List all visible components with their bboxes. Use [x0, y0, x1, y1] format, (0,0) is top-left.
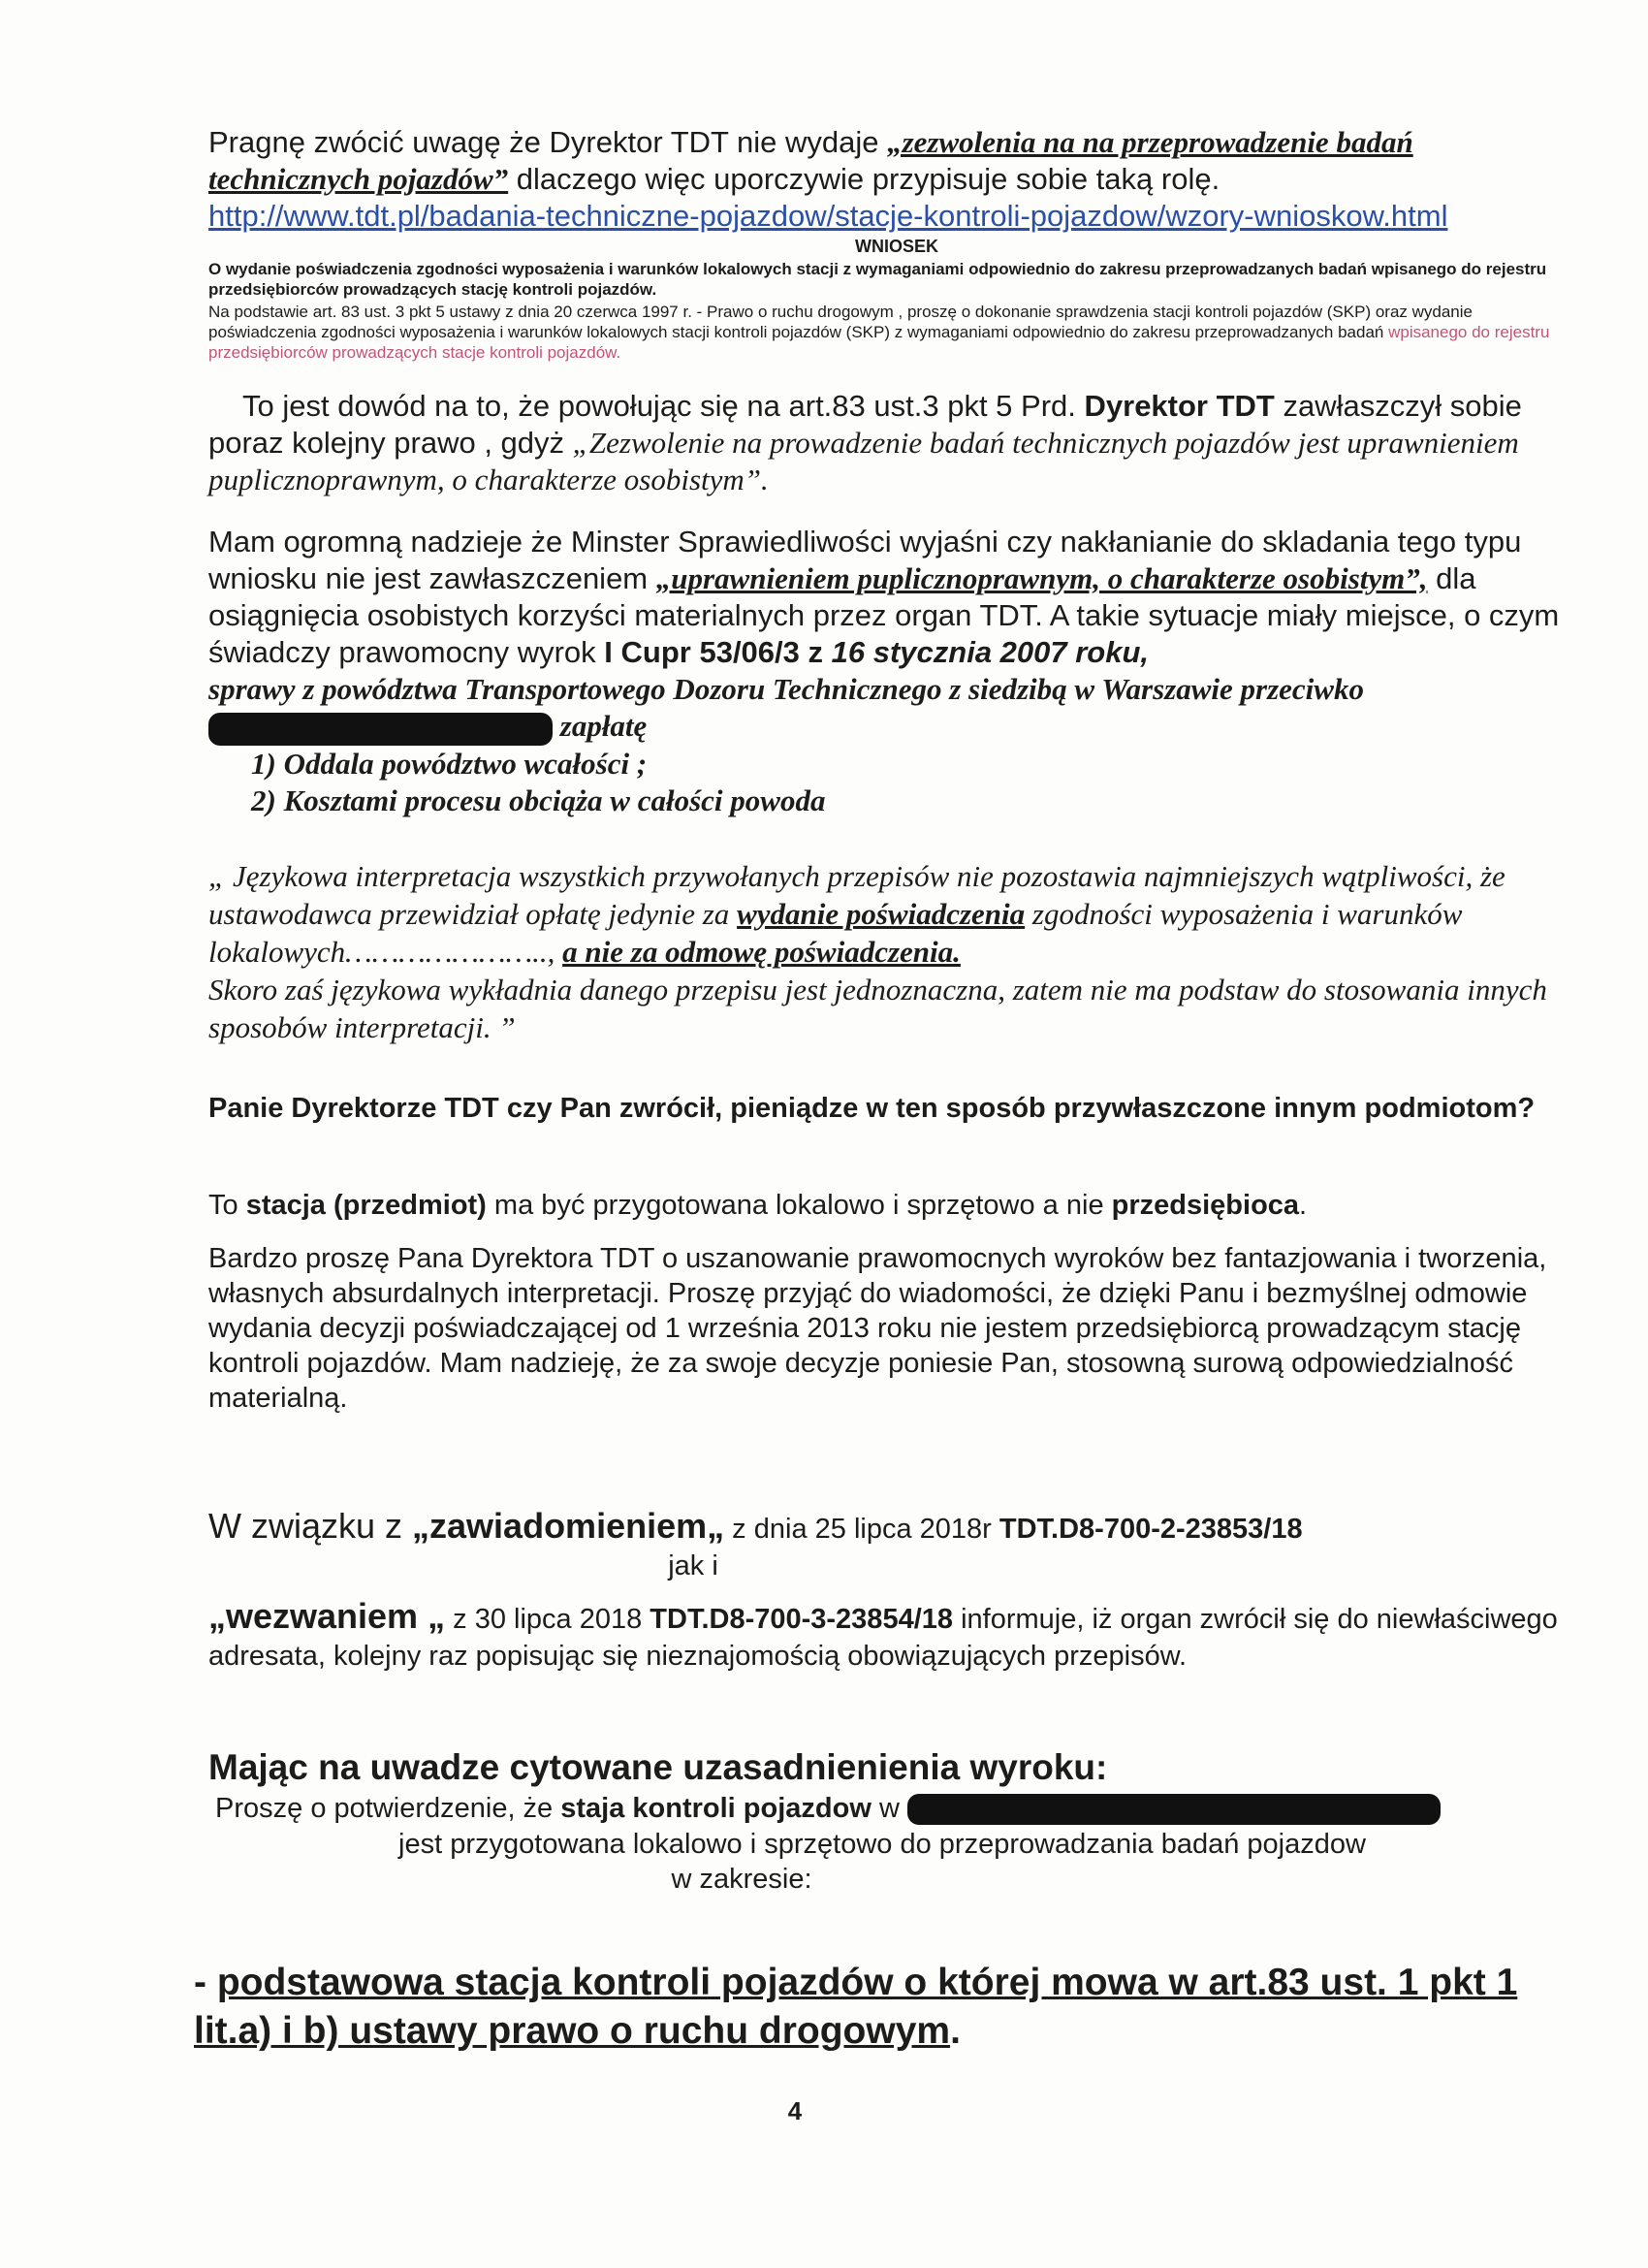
- lawsuit-payment: zapłatę: [553, 709, 648, 743]
- wniosek-quote-block: [208, 237, 1585, 363]
- confirmation-text2: w: [871, 1793, 900, 1824]
- lawsuit-line: sprawy z powództwa Transportowego Dozoru Technicznego z siedzibą w Warszawie przeciwko: [208, 672, 1364, 706]
- notice-text: W związku z: [208, 1506, 413, 1546]
- minister-quote: „uprawnieniem puplicznoprawnym, o charakterze osobistym”,: [655, 561, 1428, 595]
- lawsuit-line2: [208, 708, 1575, 746]
- notice-wezwanie: „wezwaniem „: [208, 1596, 446, 1636]
- notice-ref1: TDT.D8-700-2-23853/18: [998, 1514, 1303, 1545]
- question-paragraph: Panie Dyrektorze TDT czy Pan zwrócił, pieniądze w ten sposób przywłaszczone innym podmiotom?: [208, 1093, 1536, 1124]
- station-bold2: przedsiębioca: [1111, 1190, 1300, 1221]
- scope-dash: -: [194, 1962, 217, 2003]
- tdt-url-link[interactable]: http://www.tdt.pl/badania-techniczne-pojazdow/stacje-kontroli-pojazdow/wzory-wnioskow.html: [208, 199, 1448, 233]
- verdict-number: I Cupr 53/06/3 z: [604, 635, 832, 669]
- court-quote-text: „ Językowa interpretacja wszystkich przywołanych przepisów nie pozostawia najmniejszych wątpliwości, że ustawodawca przewidział opłatę jedynie za: [208, 859, 1505, 931]
- redacted-address: [907, 1794, 1441, 1825]
- verdict-item-2: 2) Kosztami procesu obciąża w całości powoda: [251, 783, 826, 817]
- court-quote-paragraph: [208, 857, 1575, 1046]
- minister-paragraph: [208, 524, 1575, 819]
- notice-date2: z 30 lipca 2018: [445, 1604, 650, 1635]
- confirmation-line1: [208, 1790, 1595, 1827]
- court-quote-text2: zgodności wyposażenia i warunków lokalowych…………………..,: [208, 897, 1463, 969]
- notice-jak-i: jak i: [668, 1550, 718, 1581]
- evidence-paragraph: [208, 388, 1575, 498]
- confirmation-bold: staja kontroli pojazdow: [560, 1793, 872, 1824]
- station-text2: ma być przygotowana lokalowo i sprzętowo a nie: [486, 1190, 1112, 1221]
- notice-line1: [208, 1508, 1580, 1548]
- wniosek-line2: [208, 302, 1585, 363]
- notice-paragraph: [208, 1508, 1580, 1675]
- scope-text: podstawowa stacja kontroli pojazdów o której mowa w art.83 ust. 1 pkt 1 lit.a) i b) ustawy prawo o ruchu drogowym: [194, 1962, 1518, 2052]
- intro-text-end: dlaczego więc uporczywie przypisuje sobie taką rolę.: [508, 162, 1220, 196]
- scope-paragraph: [194, 1959, 1590, 2056]
- intro-paragraph: [208, 124, 1575, 235]
- evidence-quote: „Zezwolenie na prowadzenie badań technicznych pojazdów jest uprawnieniem puplicznoprawnym, o charakterze osobistym”.: [208, 426, 1519, 496]
- wniosek-line1: O wydanie poświadczenia zgodności wyposażenia i warunków lokalowych stacji z wymaganiami odpowiednio do zakresu przeprowadzanych badań wpisanego do rejestru przedsiębiorców prowadzących stację kontroli pojazdów.: [208, 260, 1547, 299]
- intro-quote: „zezwolenia na na przeprowadzenie badań technicznych pojazdów”: [208, 125, 1413, 196]
- redacted-name: [208, 713, 553, 746]
- station-text: To: [208, 1190, 246, 1221]
- confirmation-text: Proszę o potwierdzenie, że: [215, 1793, 561, 1824]
- confirmation-line3: w zakresie:: [671, 1864, 812, 1895]
- evidence-bold: Dyrektor TDT: [1084, 389, 1275, 423]
- notice-ref2: TDT.D8-700-3-23854/18: [650, 1604, 954, 1635]
- verdict-item-1: 1) Oddala powództwo wcałości ;: [251, 746, 648, 781]
- request-paragraph: Bardzo proszę Pana Dyrektora TDT o uszanowanie prawomocnych wyroków bez fantazjowania i tworzenia, własnych absurdalnych interpretacji. Proszę przyjąć do wiadomości, że dzięki Panu i bezmyślnej odmowie wydania decyzji poświadczającej od 1 września 2013 roku nie jestem przedsiębiorcą prowadzącym stację kontroli pojazdów. Mam nadzieję, że za swoje decyzje poniesie Pan, stosowną surową odpowiedzialność materialną.: [208, 1243, 1547, 1414]
- notice-zawiadomienie: „zawiadomieniem„: [412, 1506, 725, 1546]
- verdict-date: 16 stycznia 2007 roku,: [831, 635, 1150, 669]
- notice-text2: informuje, iż organ zwrócił się do niewłaściwego adresata, kolejny raz popisując się nieznajomością obowiązujących przepisów.: [208, 1604, 1558, 1672]
- wniosek-line2-text: Na podstawie art. 83 ust. 3 pkt 5 ustawy z dnia 20 czerwca 1997 r. - Prawo o ruchu drogowym , proszę o dokonanie sprawdzenia stacji kontroli pojazdów (SKP) oraz wydanie poświadczenia zgodności wyposażenia i warunków lokalowych stacji kontroli pojazdów (SKP) z wymaganiami odpowiednio do zakresu przeprowadzanych badań: [208, 303, 1473, 341]
- station-text3: .: [1299, 1190, 1308, 1221]
- minister-text: Mam ogromną nadzieje że Minster Sprawiedliwości wyjaśni czy nakłanianie do skladania tego typu wniosku nie jest zawłaszczeniem: [208, 525, 1522, 595]
- minister-text2: dla osiągnięcia osobistych korzyści materialnych przez organ TDT. A takie sytuacje miały miejsce, o czym świadczy prawomocny wyrok: [208, 561, 1560, 669]
- wniosek-title: WNIOSEK: [854, 237, 938, 256]
- intro-text: Pragnę zwócić uwagę że Dyrektor TDT nie wydaje: [208, 125, 888, 159]
- evidence-text: To jest dowód na to, że powołując się na art.83 ust.3 pkt 5 Prd.: [242, 389, 1085, 423]
- confirmation-line2: jest przygotowana lokalowo i sprzętowo do przeprowadzania badań pojazdow: [398, 1829, 1366, 1860]
- evidence-text2: zawłaszczył sobie poraz kolejny prawo , gdyż: [208, 389, 1522, 460]
- scope-end: .: [950, 2010, 961, 2052]
- station-bold: stacja (przedmiot): [245, 1190, 487, 1221]
- page-number: 4: [787, 2096, 803, 2125]
- court-quote-underline2: a nie za odmowę poświadczenia.: [562, 935, 961, 969]
- confirmation-heading: Mając na uwadze cytowane uzasadnienienia wyroku:: [208, 1747, 1108, 1787]
- notice-line3: [208, 1598, 1580, 1675]
- confirmation-section: [208, 1745, 1595, 1897]
- notice-date1: z dnia 25 lipca 2018r: [724, 1514, 999, 1545]
- station-paragraph: [208, 1187, 1575, 1224]
- wniosek-line2-pink: wpisanego do rejestru przedsiębiorców prowadzących stacje kontroli pojazdów.: [208, 323, 1550, 362]
- court-quote-text3: Skoro zaś językowa wykładnia danego przepisu jest jednoznaczna, zatem nie ma podstaw do stosowania innych sposobów interpretacji. ”: [208, 973, 1547, 1044]
- court-quote-underline1: wydanie poświadczenia: [737, 897, 1026, 931]
